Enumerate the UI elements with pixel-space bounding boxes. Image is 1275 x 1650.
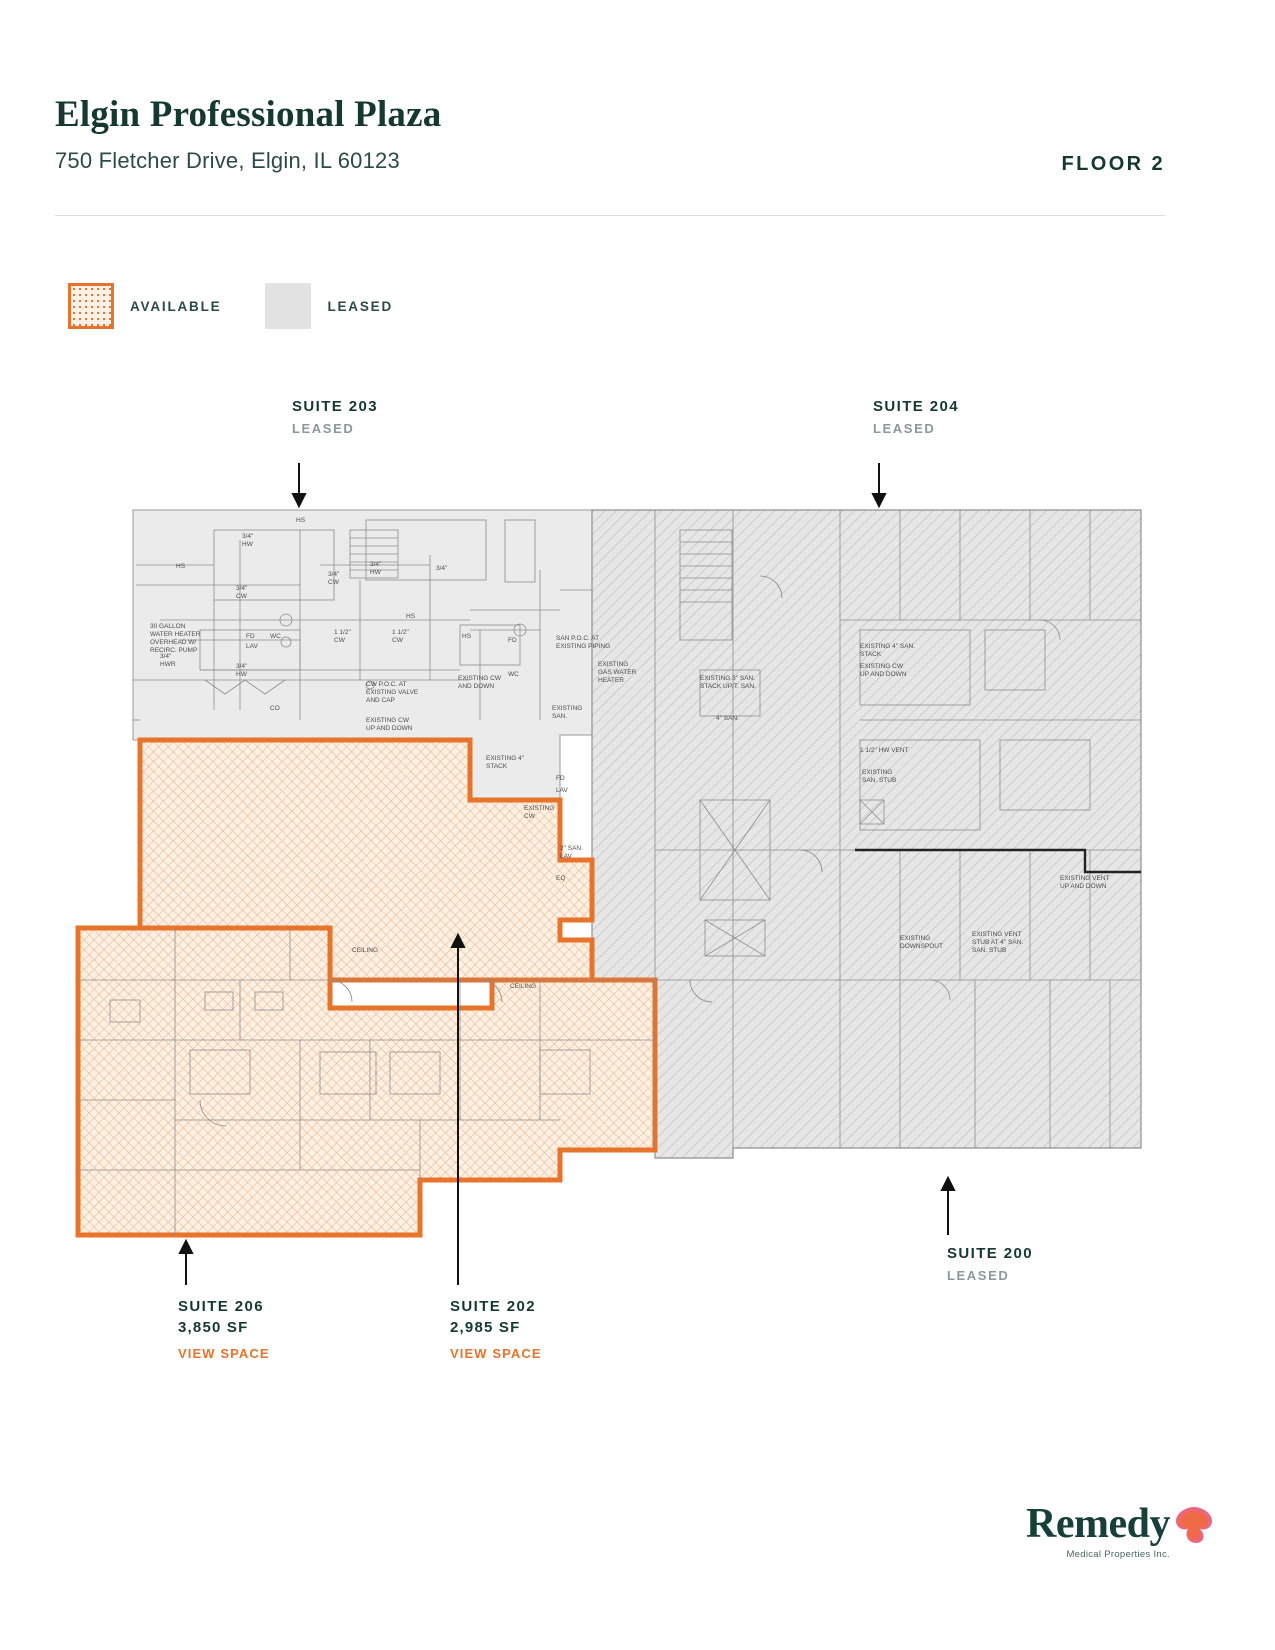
legend-swatch-leased — [265, 283, 311, 329]
callout-area: 3,850 SF — [178, 1319, 249, 1336]
svg-text:WC: WC — [270, 633, 281, 640]
svg-text:DOWNSPOUT: DOWNSPOUT — [900, 943, 943, 950]
svg-text:RECIRC. PUMP: RECIRC. PUMP — [150, 647, 198, 654]
svg-text:EXISTING VENT: EXISTING VENT — [972, 931, 1022, 938]
callout-suite-name: SUITE 202 — [450, 1298, 536, 1315]
svg-text:HW: HW — [370, 569, 381, 576]
page-title: Elgin Professional Plaza — [55, 94, 442, 135]
svg-text:HS: HS — [296, 517, 306, 524]
property-address: 750 Fletcher Drive, Elgin, IL 60123 — [55, 147, 400, 173]
svg-text:3/4": 3/4" — [370, 561, 382, 568]
callout-suite-206 — [178, 1298, 270, 1362]
svg-text:CEILING: CEILING — [510, 983, 537, 990]
svg-text:EXISTING CW: EXISTING CW — [458, 675, 501, 682]
svg-text:CW: CW — [236, 593, 247, 600]
callout-status: LEASED — [873, 421, 936, 436]
svg-text:3/4": 3/4" — [160, 653, 172, 660]
svg-text:SAN. STUB: SAN. STUB — [862, 777, 897, 784]
svg-text:STACK: STACK — [486, 763, 508, 770]
legend-label-leased: LEASED — [327, 298, 394, 314]
svg-text:2" SAN.: 2" SAN. — [560, 845, 583, 852]
callout-suite-name: SUITE 204 — [873, 398, 959, 415]
svg-text:1 1/2": 1 1/2" — [334, 629, 351, 636]
svg-text:HS: HS — [176, 563, 186, 570]
svg-text:EXISTING: EXISTING — [524, 805, 555, 812]
svg-text:CO: CO — [270, 705, 280, 712]
svg-text:LAV: LAV — [556, 787, 568, 794]
svg-text:WC: WC — [508, 671, 519, 678]
svg-text:AND CAP: AND CAP — [366, 697, 395, 704]
svg-text:UP AND DOWN: UP AND DOWN — [1060, 883, 1107, 890]
svg-text:EXISTING: EXISTING — [598, 661, 629, 668]
floor-plan[interactable] — [0, 380, 1275, 1410]
view-space-link-202[interactable]: VIEW SPACE — [450, 1346, 542, 1361]
svg-text:3/4": 3/4" — [328, 571, 340, 578]
svg-text:LAV: LAV — [246, 643, 258, 650]
svg-text:HEATER: HEATER — [598, 677, 624, 684]
svg-text:CW: CW — [334, 637, 345, 644]
svg-text:CW: CW — [328, 579, 339, 586]
svg-text:FD: FD — [508, 637, 517, 644]
svg-text:EXISTING PIPING: EXISTING PIPING — [556, 643, 611, 650]
svg-text:1 1/2" HW VENT: 1 1/2" HW VENT — [860, 747, 909, 754]
callout-status: LEASED — [292, 421, 355, 436]
svg-text:EXISTING VENT: EXISTING VENT — [1060, 875, 1110, 882]
company-logo — [1026, 1503, 1170, 1560]
svg-text:WATER HEATER: WATER HEATER — [150, 631, 201, 638]
svg-text:CEILING: CEILING — [352, 947, 379, 954]
callout-status: LEASED — [947, 1268, 1010, 1283]
svg-text:EXISTING VALVE: EXISTING VALVE — [366, 689, 419, 696]
svg-text:EXISTING 4": EXISTING 4" — [486, 755, 525, 762]
callout-suite-204 — [873, 398, 959, 436]
svg-text:STACK UP/T. SAN.: STACK UP/T. SAN. — [700, 683, 756, 690]
callout-suite-202 — [450, 1298, 542, 1362]
svg-text:HW: HW — [242, 541, 253, 548]
svg-text:3/4": 3/4" — [242, 533, 254, 540]
svg-text:1 1/2": 1 1/2" — [392, 629, 409, 636]
svg-text:HS: HS — [406, 613, 416, 620]
svg-text:HW: HW — [236, 671, 247, 678]
svg-text:LAV: LAV — [560, 853, 572, 860]
leased-area-right — [592, 510, 1141, 1158]
page-header — [55, 95, 1165, 174]
svg-text:EQ: EQ — [556, 875, 566, 882]
svg-text:HS: HS — [462, 633, 472, 640]
callout-suite-name: SUITE 203 — [292, 398, 378, 415]
svg-text:STACK: STACK — [860, 651, 882, 658]
svg-text:SAN. STUB: SAN. STUB — [972, 947, 1007, 954]
legend — [68, 283, 437, 329]
view-space-link-206[interactable]: VIEW SPACE — [178, 1346, 270, 1361]
svg-text:CW: CW — [392, 637, 403, 644]
floor-label: FLOOR 2 — [1061, 153, 1165, 175]
svg-text:EXISTING: EXISTING — [552, 705, 583, 712]
svg-text:3/4": 3/4" — [236, 585, 248, 592]
svg-text:HWR: HWR — [160, 661, 176, 668]
svg-text:FD: FD — [246, 633, 255, 640]
svg-text:EXISTING CW: EXISTING CW — [860, 663, 903, 670]
callout-suite-name: SUITE 200 — [947, 1245, 1033, 1262]
svg-text:EXISTING: EXISTING — [900, 935, 931, 942]
svg-text:CW: CW — [524, 813, 535, 820]
svg-text:CW P.O.C. AT: CW P.O.C. AT — [366, 681, 407, 688]
svg-text:3/4": 3/4" — [436, 565, 448, 572]
svg-text:SAN.: SAN. — [552, 713, 568, 720]
svg-text:STUB AT 4" SAN.: STUB AT 4" SAN. — [972, 939, 1024, 946]
logo-tagline: Medical Properties Inc. — [1066, 1549, 1170, 1560]
remedy-logo-mark — [1172, 1505, 1216, 1545]
callout-suite-203 — [292, 398, 378, 436]
svg-text:30 GALLON: 30 GALLON — [150, 623, 186, 630]
svg-text:EXISTING: EXISTING — [862, 769, 893, 776]
svg-text:GAS WATER: GAS WATER — [598, 669, 637, 676]
svg-text:SAN P.O.C. AT: SAN P.O.C. AT — [556, 635, 600, 642]
svg-text:EXISTING 3" SAN.: EXISTING 3" SAN. — [700, 675, 756, 682]
svg-text:UP AND DOWN: UP AND DOWN — [860, 671, 907, 678]
legend-label-available: AVAILABLE — [130, 298, 222, 314]
svg-text:4" SAN.: 4" SAN. — [716, 715, 739, 722]
svg-text:EXISTING CW: EXISTING CW — [366, 717, 409, 724]
svg-text:EXISTING 4" SAN.: EXISTING 4" SAN. — [860, 643, 916, 650]
header-divider — [55, 215, 1165, 216]
callout-suite-200 — [947, 1245, 1033, 1283]
svg-text:3/4": 3/4" — [236, 663, 248, 670]
svg-text:OVERHEAD W/: OVERHEAD W/ — [150, 639, 197, 646]
svg-text:UP AND DOWN: UP AND DOWN — [366, 725, 413, 732]
legend-swatch-available — [68, 283, 114, 329]
logo-wordmark: Remedy — [1026, 1501, 1170, 1547]
svg-text:AND DOWN: AND DOWN — [458, 683, 495, 690]
svg-text:FD: FD — [556, 775, 565, 782]
callout-area: 2,985 SF — [450, 1319, 521, 1336]
callout-suite-name: SUITE 206 — [178, 1298, 264, 1315]
